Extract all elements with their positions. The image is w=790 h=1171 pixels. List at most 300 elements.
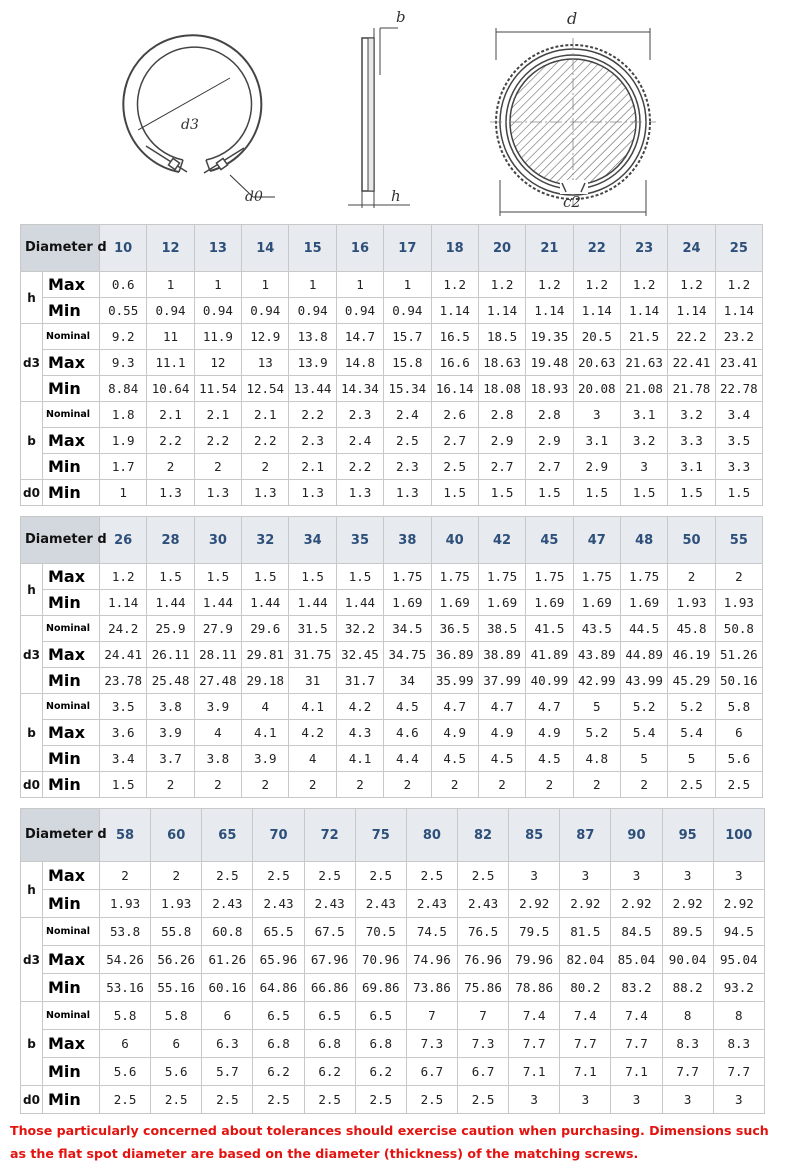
size-cell: 14	[242, 225, 289, 272]
value-cell: 20.5	[573, 324, 620, 350]
value-cell: 7.7	[713, 1058, 764, 1086]
size-cell: 75	[355, 809, 406, 862]
value-cell: 3	[662, 862, 713, 890]
d0-min-row	[21, 772, 763, 798]
value-cell: 1.2	[431, 272, 478, 298]
size-cell: 25	[715, 225, 762, 272]
value-cell: 11	[147, 324, 194, 350]
sub-label-max: Max	[43, 428, 100, 454]
value-cell: 43.99	[620, 668, 667, 694]
group-label-d0: d0	[21, 1086, 43, 1114]
value-cell: 0.94	[289, 298, 336, 324]
value-cell: 31.75	[289, 642, 336, 668]
value-cell: 1.5	[100, 772, 147, 798]
header-row	[21, 809, 765, 862]
value-cell: 31	[289, 668, 336, 694]
sub-label-min: Min	[43, 376, 100, 402]
sub-label-nominal: Nominal	[43, 694, 100, 720]
value-cell: 8.84	[100, 376, 147, 402]
value-cell: 5.6	[100, 1058, 151, 1086]
value-cell: 3.2	[620, 428, 667, 454]
value-cell: 1.2	[715, 272, 762, 298]
sub-label-min: Min	[43, 974, 100, 1002]
value-cell: 1.75	[431, 564, 478, 590]
sub-label-nominal: Nominal	[43, 918, 100, 946]
value-cell: 16.14	[431, 376, 478, 402]
header-row	[21, 517, 763, 564]
value-cell: 15.7	[384, 324, 431, 350]
value-cell: 2.8	[478, 402, 525, 428]
value-cell: 1.2	[100, 564, 147, 590]
sub-label-max: Max	[43, 720, 100, 746]
value-cell: 1.69	[431, 590, 478, 616]
value-cell: 1.3	[242, 480, 289, 506]
value-cell: 2.5	[457, 1086, 508, 1114]
b-max-row	[21, 720, 763, 746]
value-cell: 2.43	[406, 890, 457, 918]
value-cell: 1.2	[573, 272, 620, 298]
value-cell: 27.48	[194, 668, 241, 694]
value-cell: 2	[100, 862, 151, 890]
value-cell: 23.78	[100, 668, 147, 694]
value-cell: 70.96	[355, 946, 406, 974]
value-cell: 8	[662, 1002, 713, 1030]
value-cell: 29.18	[242, 668, 289, 694]
value-cell: 2	[715, 564, 762, 590]
diameter-header: Diameter d	[21, 809, 100, 862]
value-cell: 43.89	[573, 642, 620, 668]
value-cell: 2.5	[202, 862, 253, 890]
value-cell: 2.2	[289, 402, 336, 428]
value-cell: 18.08	[478, 376, 525, 402]
value-cell: 2	[242, 454, 289, 480]
value-cell: 0.94	[194, 298, 241, 324]
value-cell: 2.5	[304, 1086, 355, 1114]
value-cell: 67.5	[304, 918, 355, 946]
value-cell: 83.2	[611, 974, 662, 1002]
value-cell: 2.92	[560, 890, 611, 918]
size-cell: 60	[151, 809, 202, 862]
value-cell: 7.4	[560, 1002, 611, 1030]
value-cell: 2.4	[336, 428, 383, 454]
value-cell: 11.54	[194, 376, 241, 402]
size-cell: 22	[573, 225, 620, 272]
size-cell: 95	[662, 809, 713, 862]
d3-max-row	[21, 946, 765, 974]
value-cell: 3.9	[242, 746, 289, 772]
value-cell: 5.2	[620, 694, 667, 720]
value-cell: 2.43	[457, 890, 508, 918]
value-cell: 2	[194, 772, 241, 798]
value-cell: 1.75	[620, 564, 667, 590]
size-cell: 40	[431, 517, 478, 564]
value-cell: 2.5	[253, 862, 304, 890]
value-cell: 2.92	[509, 890, 560, 918]
value-cell: 66.86	[304, 974, 355, 1002]
group-label-d3: d3	[21, 918, 43, 1002]
value-cell: 4.4	[384, 746, 431, 772]
value-cell: 2	[478, 772, 525, 798]
value-cell: 22.41	[668, 350, 715, 376]
value-cell: 10.64	[147, 376, 194, 402]
value-cell: 31.5	[289, 616, 336, 642]
value-cell: 4.5	[431, 746, 478, 772]
value-cell: 11.9	[194, 324, 241, 350]
sub-label-max: Max	[43, 946, 100, 974]
size-cell: 47	[573, 517, 620, 564]
value-cell: 7.1	[560, 1058, 611, 1086]
value-cell: 2	[336, 772, 383, 798]
value-cell: 1	[100, 480, 147, 506]
size-cell: 23	[620, 225, 667, 272]
value-cell: 5.2	[573, 720, 620, 746]
value-cell: 3	[713, 1086, 764, 1114]
size-cell: 26	[100, 517, 147, 564]
size-cell: 30	[194, 517, 241, 564]
value-cell: 1.44	[147, 590, 194, 616]
b-nominal-row	[21, 402, 763, 428]
value-cell: 2.5	[406, 862, 457, 890]
value-cell: 2.92	[662, 890, 713, 918]
value-cell: 13.44	[289, 376, 336, 402]
value-cell: 3	[620, 454, 667, 480]
value-cell: 2	[384, 772, 431, 798]
value-cell: 2.1	[147, 402, 194, 428]
value-cell: 4.5	[384, 694, 431, 720]
sub-label-nominal: Nominal	[43, 1002, 100, 1030]
value-cell: 1.5	[336, 564, 383, 590]
d3-min-row	[21, 376, 763, 402]
value-cell: 45.8	[668, 616, 715, 642]
label-d0: d0	[245, 189, 263, 205]
value-cell: 1.69	[478, 590, 525, 616]
value-cell: 4.7	[431, 694, 478, 720]
b-max-row	[21, 428, 763, 454]
value-cell: 93.2	[713, 974, 764, 1002]
value-cell: 1.93	[715, 590, 762, 616]
sub-label-min: Min	[43, 454, 100, 480]
value-cell: 4.7	[526, 694, 573, 720]
value-cell: 9.2	[100, 324, 147, 350]
value-cell: 2	[147, 454, 194, 480]
value-cell: 2.43	[202, 890, 253, 918]
value-cell: 82.04	[560, 946, 611, 974]
value-cell: 13.9	[289, 350, 336, 376]
value-cell: 34	[384, 668, 431, 694]
value-cell: 20.08	[573, 376, 620, 402]
value-cell: 5.8	[151, 1002, 202, 1030]
value-cell: 6	[100, 1030, 151, 1058]
value-cell: 1.93	[668, 590, 715, 616]
h-max-row	[21, 272, 763, 298]
value-cell: 3	[611, 1086, 662, 1114]
value-cell: 6.7	[457, 1058, 508, 1086]
value-cell: 7	[457, 1002, 508, 1030]
value-cell: 4.1	[336, 746, 383, 772]
tolerance-disclaimer: Those particularly concerned about tolerances should exercise caution when purchasing. Dimensions such as the flat spot diameter are based on the diameter (thickness) of the matching screws.	[10, 1123, 769, 1161]
size-cell: 21	[526, 225, 573, 272]
value-cell: 4.9	[526, 720, 573, 746]
value-cell: 18.93	[526, 376, 573, 402]
value-cell: 14.8	[336, 350, 383, 376]
value-cell: 1.93	[100, 890, 151, 918]
value-cell: 2.6	[431, 402, 478, 428]
value-cell: 19.35	[526, 324, 573, 350]
value-cell: 2.5	[406, 1086, 457, 1114]
group-label-b: b	[21, 694, 43, 772]
value-cell: 2.43	[253, 890, 304, 918]
value-cell: 3	[573, 402, 620, 428]
value-cell: 41.89	[526, 642, 573, 668]
value-cell: 3.8	[147, 694, 194, 720]
value-cell: 5	[620, 746, 667, 772]
value-cell: 85.04	[611, 946, 662, 974]
value-cell: 53.16	[100, 974, 151, 1002]
value-cell: 2	[242, 772, 289, 798]
value-cell: 2.4	[384, 402, 431, 428]
value-cell: 6.2	[355, 1058, 406, 1086]
size-cell: 55	[715, 517, 762, 564]
value-cell: 1.5	[147, 564, 194, 590]
value-cell: 2.5	[304, 862, 355, 890]
value-cell: 1.75	[478, 564, 525, 590]
value-cell: 4	[242, 694, 289, 720]
sub-label-nominal: Nominal	[43, 616, 100, 642]
value-cell: 95.04	[713, 946, 764, 974]
value-cell: 35.99	[431, 668, 478, 694]
value-cell: 74.5	[406, 918, 457, 946]
value-cell: 14.34	[336, 376, 383, 402]
value-cell: 3	[662, 1086, 713, 1114]
value-cell: 1.14	[668, 298, 715, 324]
value-cell: 3.6	[100, 720, 147, 746]
value-cell: 7.7	[560, 1030, 611, 1058]
value-cell: 54.26	[100, 946, 151, 974]
group-label-d0: d0	[21, 772, 43, 798]
value-cell: 5.6	[715, 746, 762, 772]
sub-label-nominal: Nominal	[43, 324, 100, 350]
value-cell: 2.3	[289, 428, 336, 454]
value-cell: 1.5	[431, 480, 478, 506]
value-cell: 4.2	[289, 720, 336, 746]
value-cell: 3.4	[715, 402, 762, 428]
h-max-row	[21, 564, 763, 590]
sub-label-min: Min	[43, 480, 100, 506]
value-cell: 6.3	[202, 1030, 253, 1058]
value-cell: 6.8	[304, 1030, 355, 1058]
size-cell: 58	[100, 809, 151, 862]
value-cell: 44.5	[620, 616, 667, 642]
value-cell: 1.14	[431, 298, 478, 324]
value-cell: 26.11	[147, 642, 194, 668]
value-cell: 51.26	[715, 642, 762, 668]
value-cell: 1	[336, 272, 383, 298]
value-cell: 32.2	[336, 616, 383, 642]
ring-side-view	[348, 28, 410, 208]
d0-min-row	[21, 1086, 765, 1114]
value-cell: 3.9	[194, 694, 241, 720]
d3-nominal-row	[21, 918, 765, 946]
value-cell: 2	[573, 772, 620, 798]
value-cell: 4.1	[289, 694, 336, 720]
size-cell: 24	[668, 225, 715, 272]
size-cell: 45	[526, 517, 573, 564]
size-cell: 70	[253, 809, 304, 862]
sub-label-min: Min	[43, 298, 100, 324]
value-cell: 2	[668, 564, 715, 590]
value-cell: 3.2	[668, 402, 715, 428]
value-cell: 3.5	[715, 428, 762, 454]
value-cell: 2	[620, 772, 667, 798]
value-cell: 74.96	[406, 946, 457, 974]
value-cell: 3	[560, 862, 611, 890]
size-cell: 48	[620, 517, 667, 564]
h-min-row	[21, 298, 763, 324]
value-cell: 21.78	[668, 376, 715, 402]
value-cell: 7.3	[457, 1030, 508, 1058]
value-cell: 7.7	[611, 1030, 662, 1058]
value-cell: 55.16	[151, 974, 202, 1002]
value-cell: 6.2	[304, 1058, 355, 1086]
value-cell: 19.48	[526, 350, 573, 376]
value-cell: 4.8	[573, 746, 620, 772]
group-label-d0: d0	[21, 480, 43, 506]
value-cell: 2	[526, 772, 573, 798]
value-cell: 3.1	[573, 428, 620, 454]
value-cell: 67.96	[304, 946, 355, 974]
value-cell: 36.5	[431, 616, 478, 642]
group-label-h: h	[21, 564, 43, 616]
b-nominal-row	[21, 694, 763, 720]
value-cell: 0.94	[336, 298, 383, 324]
value-cell: 2.8	[526, 402, 573, 428]
value-cell: 4.6	[384, 720, 431, 746]
value-cell: 14.7	[336, 324, 383, 350]
value-cell: 2.7	[431, 428, 478, 454]
value-cell: 90.04	[662, 946, 713, 974]
value-cell: 79.96	[509, 946, 560, 974]
group-label-h: h	[21, 272, 43, 324]
value-cell: 76.96	[457, 946, 508, 974]
value-cell: 73.86	[406, 974, 457, 1002]
value-cell: 16.5	[431, 324, 478, 350]
value-cell: 2.3	[384, 454, 431, 480]
value-cell: 13	[242, 350, 289, 376]
value-cell: 1	[147, 272, 194, 298]
value-cell: 42.99	[573, 668, 620, 694]
value-cell: 2.1	[242, 402, 289, 428]
value-cell: 1.3	[336, 480, 383, 506]
value-cell: 5.8	[100, 1002, 151, 1030]
value-cell: 3.7	[147, 746, 194, 772]
value-cell: 20.63	[573, 350, 620, 376]
value-cell: 61.26	[202, 946, 253, 974]
label-c2: c2	[563, 193, 581, 211]
value-cell: 1.69	[526, 590, 573, 616]
value-cell: 2.5	[431, 454, 478, 480]
value-cell: 75.86	[457, 974, 508, 1002]
value-cell: 2.5	[100, 1086, 151, 1114]
size-cell: 100	[713, 809, 764, 862]
value-cell: 0.94	[384, 298, 431, 324]
value-cell: 1.5	[620, 480, 667, 506]
value-cell: 65.5	[253, 918, 304, 946]
value-cell: 15.8	[384, 350, 431, 376]
value-cell: 5.6	[151, 1058, 202, 1086]
value-cell: 23.2	[715, 324, 762, 350]
d3-nominal-row	[21, 616, 763, 642]
value-cell: 3.1	[620, 402, 667, 428]
value-cell: 5.8	[715, 694, 762, 720]
value-cell: 2.5	[457, 862, 508, 890]
value-cell: 1	[289, 272, 336, 298]
value-cell: 3.8	[194, 746, 241, 772]
d3-nominal-row	[21, 324, 763, 350]
d0-min-row	[21, 480, 763, 506]
value-cell: 1.3	[384, 480, 431, 506]
value-cell: 21.5	[620, 324, 667, 350]
value-cell: 38.5	[478, 616, 525, 642]
spec-table-block-2	[20, 516, 763, 798]
value-cell: 1.44	[289, 590, 336, 616]
value-cell: 1.69	[620, 590, 667, 616]
size-cell: 50	[668, 517, 715, 564]
value-cell: 1.44	[242, 590, 289, 616]
label-d: d	[567, 9, 578, 28]
value-cell: 34.5	[384, 616, 431, 642]
size-cell: 38	[384, 517, 431, 564]
value-cell: 7.3	[406, 1030, 457, 1058]
value-cell: 2.1	[289, 454, 336, 480]
value-cell: 8	[713, 1002, 764, 1030]
value-cell: 1.44	[194, 590, 241, 616]
value-cell: 2	[431, 772, 478, 798]
size-cell: 12	[147, 225, 194, 272]
value-cell: 1.14	[620, 298, 667, 324]
sub-label-min: Min	[43, 746, 100, 772]
value-cell: 2.5	[202, 1086, 253, 1114]
size-cell: 18	[431, 225, 478, 272]
value-cell: 64.86	[253, 974, 304, 1002]
value-cell: 40.99	[526, 668, 573, 694]
value-cell: 8.3	[713, 1030, 764, 1058]
value-cell: 5	[668, 746, 715, 772]
value-cell: 2	[151, 862, 202, 890]
size-cell: 80	[406, 809, 457, 862]
sub-label-max: Max	[43, 564, 100, 590]
value-cell: 4.9	[478, 720, 525, 746]
sub-label-min: Min	[43, 890, 100, 918]
size-cell: 90	[611, 809, 662, 862]
value-cell: 2	[289, 772, 336, 798]
value-cell: 1.5	[194, 564, 241, 590]
value-cell: 1.75	[573, 564, 620, 590]
value-cell: 3	[611, 862, 662, 890]
value-cell: 3.4	[100, 746, 147, 772]
value-cell: 6.2	[253, 1058, 304, 1086]
value-cell: 1.3	[194, 480, 241, 506]
sub-label-max: Max	[43, 862, 100, 890]
value-cell: 43.5	[573, 616, 620, 642]
value-cell: 12.9	[242, 324, 289, 350]
value-cell: 2.2	[336, 454, 383, 480]
value-cell: 1.69	[384, 590, 431, 616]
value-cell: 25.48	[147, 668, 194, 694]
value-cell: 6.5	[253, 1002, 304, 1030]
size-cell: 13	[194, 225, 241, 272]
value-cell: 2.2	[242, 428, 289, 454]
h-max-row	[21, 862, 765, 890]
